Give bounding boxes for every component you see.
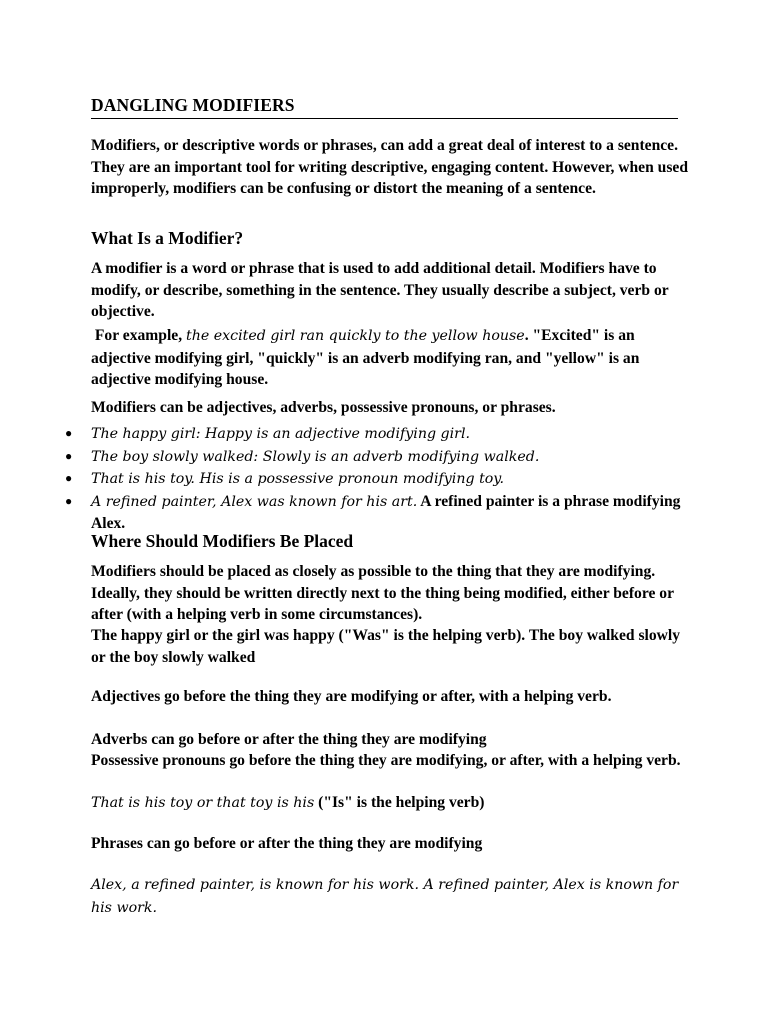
list-item xyxy=(65,468,685,491)
list-item-italic: The happy girl: Happy is an adjective modifying girl. xyxy=(91,426,471,442)
bullet-icon: ● xyxy=(65,493,73,508)
intro-paragraph: Modifiers, or descriptive words or phrases, can add a great deal of interest to a sentence. They are an important tool for writing descriptive, engaging content. However, when used improperly, modifiers can be confusing or distort the meaning of a sentence. xyxy=(91,137,689,197)
possessive-example xyxy=(91,792,691,815)
example-explanation: . "Excited" is an adjective modifying girl, "quickly" is an adverb modifying ran, and "yellow" is an adjective modifying house. xyxy=(91,327,640,388)
possessive-paragraph: Possessive pronouns go before the thing they are modifying, or after, with a helping verb. xyxy=(91,752,681,769)
adverbs-paragraph: Adverbs can go before or after the thing they are modifying xyxy=(91,731,487,748)
heading-what-is-modifier: What Is a Modifier? xyxy=(91,228,244,248)
example-sentence: the excited girl ran quickly to the yellow house xyxy=(186,328,525,344)
final-example-italic: Alex, a refined painter, is known for his work. A refined painter, Alex is known for his work. xyxy=(91,877,679,916)
possessive-example-note: ("Is" is the helping verb) xyxy=(314,794,485,811)
list-item xyxy=(65,423,685,446)
list-item-text: A refined painter is a phrase modifying Alex. xyxy=(91,492,681,532)
possessive-example-italic: That is his toy or that toy is his xyxy=(91,795,315,811)
example-lead: For example, xyxy=(94,327,186,344)
list-item-italic: The boy slowly walked: Slowly is an adverb modifying walked. xyxy=(91,448,540,465)
list-item xyxy=(65,446,685,469)
list-item-italic: That is his toy. His is a possessive pronoun modifying toy. xyxy=(91,471,504,487)
final-example-paragraph xyxy=(91,874,691,919)
modifier-examples-list xyxy=(65,423,685,535)
list-item-italic: A refined painter, Alex was known for his art. xyxy=(91,493,418,510)
modifier-types-paragraph: Modifiers can be adjectives, adverbs, possessive pronouns, or phrases. xyxy=(91,399,556,416)
placement-example-paragraph: The happy girl or the girl was happy ("Was" is the helping verb). The boy walked slowly or the boy slowly walked xyxy=(91,627,681,666)
definition-paragraph: A modifier is a word or phrase that is used to add additional detail. Modifiers have to modify, or describe, something in the sentence. They usually describe a subject, verb or objective. xyxy=(91,260,669,320)
list-item xyxy=(65,491,685,535)
phrases-paragraph: Phrases can go before or after the thing they are modifying xyxy=(91,835,483,852)
bullet-icon: ● xyxy=(65,448,73,463)
bullet-icon: ● xyxy=(65,471,73,485)
heading-placement: Where Should Modifiers Be Placed xyxy=(91,531,354,551)
bullet-icon: ● xyxy=(65,426,73,440)
adjectives-paragraph: Adjectives go before the thing they are modifying or after, with a helping verb. xyxy=(91,688,612,705)
placement-paragraph: Modifiers should be placed as closely as possible to the thing that they are modifying. Ideally, they should be written directly next to the thing being modified, either before or after (with a helping verb in some circumstances). xyxy=(91,563,674,623)
example-paragraph xyxy=(91,325,691,391)
document-title: DANGLING MODIFIERS xyxy=(91,95,678,119)
